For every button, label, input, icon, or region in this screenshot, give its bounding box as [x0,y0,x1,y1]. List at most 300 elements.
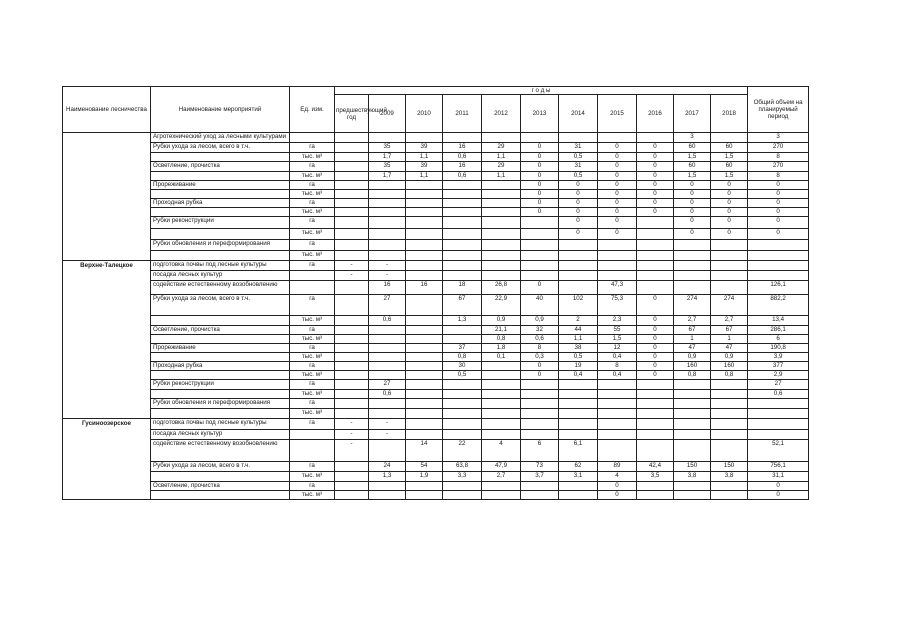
unit-cell: га [290,482,335,490]
year-value-cell: 0,9 [521,316,559,326]
year-value-cell: 47 [674,344,711,353]
year-value-cell: 6 [521,440,559,462]
prev-year-cell [335,316,369,326]
unit-cell: тыс. м³ [290,316,335,326]
year-value-cell: 0 [674,208,711,217]
year-value-cell: 6,1 [559,440,598,462]
prev-year-cell [335,344,369,353]
year-value-cell: 0 [637,190,674,199]
years-span-header: г о д ы [335,87,748,95]
year-value-cell: 0,8 [482,335,521,344]
activity-cell [151,251,290,261]
year-value-cell: 0 [598,143,637,153]
year-value-cell [521,240,559,251]
total-value-cell: 52,1 [748,440,809,462]
prev-year-cell [335,181,369,190]
year-value-cell: 0 [598,490,637,499]
year-value-cell: 31 [559,143,598,153]
total-value-cell: 0,6 [748,390,809,399]
year-value-cell: 0 [637,362,674,371]
year-value-cell [598,390,637,399]
year-value-cell [482,199,521,208]
year-value-cell [482,371,521,380]
year-value-cell [674,399,711,409]
year-column-header: 2017 [674,95,711,133]
table-row [63,419,809,430]
prev-year-cell [335,190,369,199]
total-value-cell: 270 [748,162,809,172]
year-value-cell: 0 [559,208,598,217]
year-value-cell [369,362,406,371]
year-value-cell: 0,4 [598,353,637,362]
year-value-cell: 75,3 [598,295,637,316]
year-value-cell [406,190,443,199]
activity-cell: Рубки обновления и переформирования [151,399,290,409]
unit-cell [290,440,335,462]
year-value-cell [674,261,711,271]
year-value-cell: 0,6 [443,172,482,181]
year-value-cell: 0 [637,344,674,353]
year-value-cell [406,133,443,143]
activity-cell [151,208,290,217]
year-value-cell: 67 [443,295,482,316]
prev-year-cell: - [335,261,369,271]
year-value-cell: - [369,430,406,440]
prev-year-cell [335,371,369,380]
total-value-cell [748,240,809,251]
year-value-cell [482,251,521,261]
year-value-cell: 0 [521,162,559,172]
year-value-cell [559,261,598,271]
year-value-cell [711,380,748,390]
year-value-cell: 0 [521,172,559,181]
total-value-cell: 2,9 [748,371,809,380]
year-value-cell: 32 [521,326,559,335]
year-value-cell [521,390,559,399]
year-value-cell: 73 [521,462,559,472]
year-value-cell [637,261,674,271]
prev-year-cell [335,380,369,390]
forestry-column-header: Наименование лесничества [63,87,151,133]
year-value-cell [711,482,748,490]
unit-cell: га [290,419,335,430]
year-value-cell: 0 [559,181,598,190]
year-value-cell: 21,1 [482,326,521,335]
total-value-cell: 0 [748,482,809,490]
year-value-cell: 0 [598,229,637,240]
total-value-cell: 0 [748,199,809,208]
year-value-cell: 0 [711,217,748,229]
year-value-cell: 1 [674,335,711,344]
year-value-cell: 0,9 [674,353,711,362]
prev-year-cell [335,390,369,399]
year-value-cell [369,440,406,462]
year-column-header: 2013 [521,95,559,133]
year-value-cell [559,281,598,295]
year-value-cell: 16 [443,162,482,172]
year-value-cell: 12 [598,344,637,353]
year-value-cell: 0 [637,199,674,208]
prev-year-cell [335,199,369,208]
year-value-cell: 0,5 [559,153,598,162]
year-value-cell: 1 [711,335,748,344]
unit-cell: тыс. м³ [290,153,335,162]
year-value-cell: 89 [598,462,637,472]
year-value-cell [369,208,406,217]
year-value-cell [369,353,406,362]
prev-year-cell [335,482,369,490]
total-value-cell: 3 [748,133,809,143]
table-row [63,326,809,335]
year-value-cell [559,240,598,251]
table-row [63,316,809,326]
year-value-cell [637,380,674,390]
year-value-cell [674,440,711,462]
year-value-cell: 0 [674,217,711,229]
year-value-cell: 27 [369,380,406,390]
year-value-cell [559,390,598,399]
activity-cell: Рубки ухода за лесом, всего в т.ч. [151,143,290,153]
activity-cell [151,229,290,240]
table-row [63,162,809,172]
activity-cell: подготовка почвы под лесные культуры [151,261,290,271]
year-value-cell [711,133,748,143]
unit-cell: тыс. м³ [290,251,335,261]
year-value-cell: 0 [598,199,637,208]
activity-cell: Агротехнический уход за лесными культурами [151,133,290,143]
year-value-cell [521,409,559,419]
unit-cell: га [290,295,335,316]
year-value-cell: 0,4 [598,371,637,380]
unit-cell: тыс. м³ [290,335,335,344]
year-value-cell [711,251,748,261]
activity-cell: Рубки ухода за лесом, всего в т.ч. [151,295,290,316]
year-value-cell [521,380,559,390]
year-value-cell: 0 [521,199,559,208]
total-value-cell: 190,8 [748,344,809,353]
total-value-cell: 0 [748,208,809,217]
year-value-cell: 1,5 [674,172,711,181]
total-value-cell: 377 [748,362,809,371]
activity-cell [151,472,290,482]
unit-cell: га [290,143,335,153]
prev-year-cell [335,335,369,344]
year-value-cell [482,229,521,240]
year-value-cell [406,482,443,490]
year-value-cell: 39 [406,143,443,153]
activity-cell: Рубки обновления и переформирования [151,240,290,251]
year-column-header: 2012 [482,95,521,133]
year-value-cell: 0,6 [369,390,406,399]
year-value-cell [711,240,748,251]
year-value-cell: 0 [521,181,559,190]
year-value-cell: 1,3 [369,472,406,482]
year-value-cell [482,271,521,281]
year-column-header: 2014 [559,95,598,133]
year-value-cell: 0 [637,208,674,217]
table-row [63,344,809,353]
year-value-cell [443,380,482,390]
year-value-cell [406,362,443,371]
year-value-cell [369,229,406,240]
year-value-cell [482,399,521,409]
prev-year-cell: - [335,440,369,462]
year-value-cell [637,409,674,419]
year-value-cell: 1,7 [369,153,406,162]
year-value-cell [443,419,482,430]
prev-year-cell: - [335,430,369,440]
activity-cell: Осветление, прочистка [151,162,290,172]
activity-cell: Прореживание [151,344,290,353]
year-value-cell [482,190,521,199]
unit-cell: тыс. м³ [290,409,335,419]
year-value-cell: 274 [674,295,711,316]
year-value-cell: 3,5 [637,472,674,482]
year-value-cell [674,490,711,499]
total-value-cell: 0 [748,217,809,229]
year-value-cell [369,409,406,419]
year-value-cell [443,261,482,271]
table-row [63,172,809,181]
year-value-cell [369,371,406,380]
total-value-cell: 126,1 [748,281,809,295]
activity-cell [151,353,290,362]
prev-year-cell [335,153,369,162]
total-value-cell: 882,2 [748,295,809,316]
year-value-cell [598,409,637,419]
year-value-cell: 1,8 [482,344,521,353]
table-row [63,490,809,499]
prev-year-cell: - [335,419,369,430]
year-value-cell [406,295,443,316]
year-value-cell: 0 [521,153,559,162]
year-value-cell [443,133,482,143]
year-value-cell [598,240,637,251]
unit-cell: га [290,162,335,172]
total-value-cell: 0 [748,181,809,190]
year-value-cell: 0,6 [521,335,559,344]
year-value-cell: 4 [598,472,637,482]
activity-cell: подготовка почвы под лесные культуры [151,419,290,430]
year-value-cell [482,133,521,143]
year-value-cell [559,133,598,143]
prev-year-cell [335,472,369,482]
year-value-cell [559,482,598,490]
forestry-name-cell: Верхне-Талецкое [63,261,151,419]
total-value-cell: 27 [748,380,809,390]
year-value-cell: 0,1 [482,353,521,362]
year-value-cell [482,181,521,190]
prev-year-cell [335,217,369,229]
year-value-cell [443,271,482,281]
table-row [63,261,809,271]
year-value-cell [598,440,637,462]
year-value-cell [482,490,521,499]
unit-column-header: Ед. изм. [290,87,335,133]
year-value-cell [406,380,443,390]
year-value-cell: 35 [369,162,406,172]
year-value-cell: 1,1 [482,153,521,162]
year-value-cell [369,133,406,143]
year-value-cell: 31 [559,162,598,172]
activity-cell [151,371,290,380]
total-value-cell: 31,1 [748,472,809,482]
year-value-cell [406,430,443,440]
prev-year-cell [335,362,369,371]
unit-cell: га [290,344,335,353]
year-value-cell [637,399,674,409]
year-value-cell [406,199,443,208]
year-value-cell: 47,3 [598,281,637,295]
year-value-cell [482,261,521,271]
year-value-cell [674,271,711,281]
forestry-plan-document [62,86,808,500]
year-value-cell [406,490,443,499]
year-value-cell [637,271,674,281]
year-value-cell [406,208,443,217]
year-value-cell: 0 [598,172,637,181]
table-row [63,380,809,390]
year-value-cell: 1,1 [482,172,521,181]
unit-cell: тыс. м³ [290,208,335,217]
prev-year-cell [335,240,369,251]
year-value-cell: 0 [637,153,674,162]
total-column-header: Общий объем на планируемый период [748,87,809,133]
year-value-cell [637,251,674,261]
year-value-cell: 47,9 [482,462,521,472]
year-value-cell: 0,8 [711,371,748,380]
forestry-name-cell: Гусиноозерское [63,419,151,499]
year-value-cell [443,326,482,335]
year-value-cell [443,430,482,440]
prev-year-cell [335,409,369,419]
year-value-cell [369,399,406,409]
activity-cell [151,390,290,399]
year-value-cell [711,390,748,399]
unit-cell: га [290,462,335,472]
total-value-cell: 3,9 [748,353,809,362]
year-value-cell: 1,1 [406,172,443,181]
activity-cell [151,409,290,419]
year-value-cell: 16 [406,281,443,295]
year-value-cell: 0 [711,208,748,217]
unit-cell: га [290,362,335,371]
year-value-cell [369,490,406,499]
year-value-cell: 14 [406,440,443,462]
year-value-cell [482,419,521,430]
year-value-cell: 1,5 [674,153,711,162]
total-value-cell [748,251,809,261]
year-value-cell: 29 [482,143,521,153]
year-value-cell: 29 [482,162,521,172]
total-value-cell: 8 [748,172,809,181]
year-value-cell: 60 [711,162,748,172]
year-value-cell [521,490,559,499]
year-value-cell [406,419,443,430]
activity-cell: содействие естественному возобновлению [151,281,290,295]
year-value-cell: 0 [637,295,674,316]
year-value-cell [637,482,674,490]
year-value-cell [443,409,482,419]
year-value-cell [637,430,674,440]
year-value-cell [521,261,559,271]
table-row [63,472,809,482]
table-row [63,281,809,295]
year-value-cell [443,208,482,217]
year-value-cell: 22,9 [482,295,521,316]
unit-cell [290,271,335,281]
activity-cell [151,335,290,344]
year-value-cell [482,217,521,229]
year-value-cell [406,316,443,326]
year-value-cell [406,240,443,251]
year-value-cell: 16 [443,143,482,153]
year-value-cell [521,399,559,409]
unit-cell: га [290,199,335,208]
prev-year-cell [335,229,369,240]
activity-cell: Осветление, прочистка [151,482,290,490]
year-value-cell: 39 [406,162,443,172]
table-row [63,362,809,371]
year-value-cell [598,251,637,261]
year-value-cell: 30 [443,362,482,371]
total-value-cell: 8 [748,153,809,162]
year-value-cell: 1,9 [406,472,443,482]
unit-cell: тыс. м³ [290,172,335,181]
year-column-header: 2009 [369,95,406,133]
year-value-cell [559,380,598,390]
year-value-cell: 0,6 [443,153,482,162]
year-value-cell [711,409,748,419]
year-value-cell [598,430,637,440]
year-value-cell [521,133,559,143]
year-value-cell: 19 [559,362,598,371]
table-row [63,371,809,380]
prev-year-cell [335,208,369,217]
year-value-cell [521,430,559,440]
year-value-cell: 0 [711,229,748,240]
year-value-cell: 22 [443,440,482,462]
year-value-cell [637,490,674,499]
year-column-header: 2015 [598,95,637,133]
year-value-cell [369,344,406,353]
year-value-cell: 3,1 [559,472,598,482]
year-value-cell: 0 [598,190,637,199]
year-value-cell: 0 [637,316,674,326]
year-value-cell: 2,7 [674,316,711,326]
year-value-cell [443,190,482,199]
year-value-cell: 0 [637,172,674,181]
activity-cell [151,190,290,199]
year-value-cell: 26,8 [482,281,521,295]
year-value-cell: 38 [559,344,598,353]
year-value-cell: 4 [482,440,521,462]
year-value-cell: 0,6 [369,316,406,326]
year-value-cell: 67 [711,326,748,335]
activity-cell: Проходная рубка [151,362,290,371]
year-value-cell [443,482,482,490]
table-row [63,240,809,251]
table-row [63,353,809,362]
year-value-cell: 0 [521,190,559,199]
year-value-cell: 0 [637,335,674,344]
total-value-cell: 0 [748,490,809,499]
total-value-cell [748,419,809,430]
total-value-cell [748,430,809,440]
unit-cell: га [290,240,335,251]
total-value-cell: 13,4 [748,316,809,326]
year-value-cell: 3,8 [711,472,748,482]
